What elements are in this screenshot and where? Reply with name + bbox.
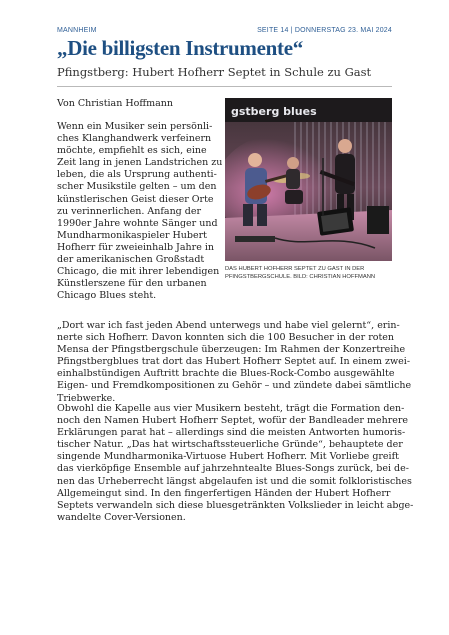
text-line: „Dort war ich fast jeden Abend unterwegs und habe viel gelernt“, erin- [57,320,400,331]
caption-line: DAS HUBERT HOFHERR SEPTET ZU GAST IN DER [225,266,365,272]
text-line: Wenn ein Musiker sein persönli- [57,121,213,132]
text-line: zu verinnerlichen. Anfang der [57,205,202,217]
text-line: das vierköpfige Ensemble auf jahrzehntealte Blues-Songs zurück, bei de- [57,463,409,475]
text-line: Mensa der Pfingstbergschule überzeugen: Im Rahmen der Konzertreihe [57,344,406,356]
text-line: Allgemeingut sind. In den fingerfertigen Händen der Hubert Hofherr [57,487,391,499]
header-divider [57,86,392,87]
text-line: Pfingstbergblues trat dort das Hubert Hofherr Septet auf. In einem zwei- [57,356,411,368]
caption-line: PFINGSTBERGSCHULE. BILD: CHRISTIAN HOFFMANN [225,273,376,280]
text-line: Septets verwandeln sich diese bluesgetränkten Volkslieder in leicht abge- [57,499,414,511]
text-line: möchte, empfiehlt es sich, eine [57,145,207,157]
text-line: künstlerischen Geist dieser Orte [57,193,214,205]
section-label: MANNHEIM [57,27,97,34]
article-headline: „Die billigsten Instrumente“ [57,36,303,60]
text-line: Erklärungen parat hat – allerdings sind die meisten Antworten humoris- [57,427,406,439]
text-line: Triebwerke. [57,392,116,404]
photo-caption [225,266,395,281]
text-line: Eigen- und Fremdkompositionen zu Gehör – und zündete dabei sämtliche [57,380,412,392]
text-line: singende Mundharmonika-Virtuose Hubert Hofherr. Mit Vorliebe greift [57,451,399,463]
text-line: Zeit lang in jenen Landstrichen zu [57,157,223,169]
text-line: Obwohl die Kapelle aus vier Musikern besteht, trägt die Formation den- [57,403,405,414]
text-line: 1990er Jahre wohnte Sänger und [57,217,218,229]
article-paragraph-3 [57,403,414,524]
text-line: noch den Namen Hubert Hofherr Septet, wofür der Bandleader mehrere [57,415,409,427]
article-column-text [57,121,223,302]
article-subheadline: Pfingstberg: Hubert Hofherr Septet in Schule zu Gast [57,65,372,79]
article-paragraph-2 [57,320,412,405]
page-meta [57,27,392,34]
text-line: der amerikanischen Großstadt [57,254,205,266]
text-line: scher Musikstile gelten – um den [57,181,217,193]
text-line: tischer Natur. „Das hat wirtschaftssteuerliche Gründe“, behauptete der [57,439,403,451]
text-line: wandelte Cover-Versionen. [57,511,186,523]
text-line: nen das Urheberrecht längst abgelaufen ist und die somit folkloristisches [57,475,412,487]
text-line: ches Klanghandwerk verfeinern [57,133,212,145]
concert-photo [225,98,392,261]
banner-text: gstberg blues [231,105,317,118]
text-line: leben, die als Ursprung authenti- [57,169,217,181]
page-info: SEITE 14 | DONNERSTAG 23. MAI 2024 [257,27,392,34]
text-line: Hofherr für zweieinhalb Jahre in [57,241,214,253]
text-line: Chicago Blues steht. [57,290,157,302]
text-line: einhalbstündigen Auftritt brachte die Blues-Rock-Combo ausgewählte [57,368,395,380]
byline: Von Christian Hoffmann [57,98,174,109]
text-line: Künstlerszene für den urbanen [57,278,207,290]
text-line: Mundharmonikaspieler Hubert [57,229,207,241]
text-line: nerte sich Hofherr. Davon konnten sich die 100 Besucher in der roten [57,332,395,344]
text-line: Chicago, die mit ihrer lebendigen [57,266,220,278]
